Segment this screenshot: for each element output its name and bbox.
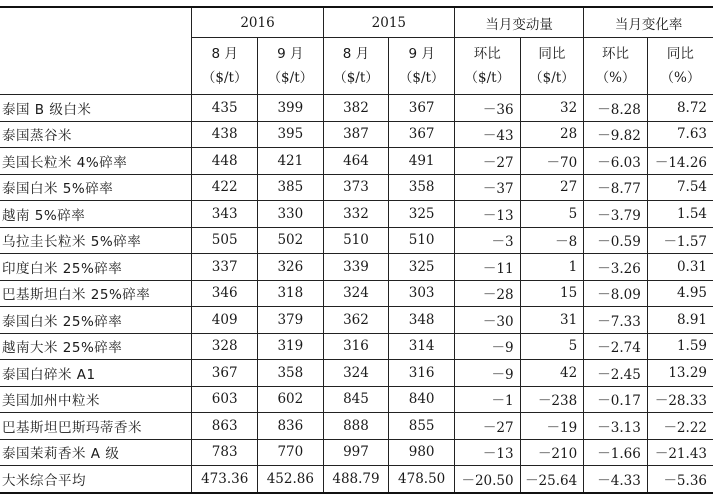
table-row [0, 227, 713, 254]
table-cell-2015-sep: 980 [389, 439, 455, 466]
table-cell-2015-sep: 478.50 [389, 466, 455, 493]
header-change-yoy [520, 38, 584, 95]
subheader-unit: （$/t） [398, 70, 445, 86]
table-cell-rate-yoy: 4.95 [647, 280, 713, 307]
table-cell-change-yoy: －19 [520, 413, 584, 440]
table-cell-change-yoy: 32 [520, 95, 584, 122]
table-cell-2015-aug: 845 [323, 386, 389, 413]
subheader-unit: （$/t） [333, 70, 379, 86]
table-cell-2015-sep: 840 [389, 386, 455, 413]
row-label: 泰国白米 25%碎率 [0, 307, 192, 334]
subheader-unit: （$/t） [201, 70, 248, 86]
table-cell-2016-aug: 328 [192, 333, 258, 360]
row-label: 印度白米 25%碎率 [0, 254, 192, 281]
table-cell-change-yoy: －8 [520, 227, 584, 254]
table-cell-rate-mom: －1.66 [584, 439, 648, 466]
row-label: 泰国白碎米 A1 [0, 360, 192, 387]
subheader-label: 8 月 [342, 46, 370, 62]
subheader-label: 同比 [538, 46, 566, 62]
table-cell-2015-sep: 855 [389, 413, 455, 440]
subheader-label: 9 月 [277, 46, 304, 62]
table-cell-rate-yoy: 8.91 [647, 307, 713, 334]
table-cell-2016-aug: 435 [192, 95, 258, 122]
table-cell-rate-mom: －0.17 [584, 386, 648, 413]
table-cell-2015-aug: 339 [323, 254, 389, 281]
row-label: 泰国 B 级白米 [0, 95, 192, 122]
table-cell-2015-aug: 382 [323, 95, 389, 122]
table-cell-2016-sep: 502 [258, 227, 324, 254]
table-cell-2015-sep: 348 [389, 307, 455, 334]
table-cell-2016-aug: 603 [192, 386, 258, 413]
header-change-mom [454, 38, 520, 95]
table-cell-rate-yoy: －2.22 [647, 413, 713, 440]
table-cell-change-yoy: －70 [520, 148, 584, 175]
table-row [0, 148, 713, 175]
table-cell-change-mom: －43 [454, 121, 520, 148]
subheader-label: 环比 [473, 46, 501, 62]
table-cell-change-mom: －28 [454, 280, 520, 307]
table-cell-2015-sep: 303 [389, 280, 455, 307]
table-cell-rate-yoy: 1.59 [647, 333, 713, 360]
table-cell-rate-yoy: －5.36 [647, 466, 713, 493]
table-header [0, 7, 713, 95]
table-cell-2015-aug: 316 [323, 333, 389, 360]
table-cell-2016-sep: 421 [258, 148, 324, 175]
table-cell-change-mom: －36 [454, 95, 520, 122]
row-label: 泰国蒸谷米 [0, 121, 192, 148]
table-cell-2016-sep: 399 [258, 95, 324, 122]
table-cell-2015-aug: 464 [323, 148, 389, 175]
table-cell-2016-sep: 379 [258, 307, 324, 334]
table-cell-2016-aug: 346 [192, 280, 258, 307]
row-label: 大米综合平均 [0, 466, 192, 493]
table-cell-2015-aug: 888 [323, 413, 389, 440]
table-cell-2015-sep: 314 [389, 333, 455, 360]
table-row [0, 333, 713, 360]
table-cell-2016-aug: 473.36 [192, 466, 258, 493]
row-label: 越南 5%碎率 [0, 201, 192, 228]
table-cell-change-mom: －27 [454, 148, 520, 175]
header-rate-mom [584, 38, 648, 95]
header-2015-sep [389, 38, 455, 95]
table-cell-2015-aug: 510 [323, 227, 389, 254]
table-cell-2015-sep: 367 [389, 121, 455, 148]
table-cell-change-yoy: －238 [520, 386, 584, 413]
subheader-unit: （$/t） [267, 70, 314, 86]
table-cell-2016-sep: 330 [258, 201, 324, 228]
table-cell-rate-mom: －3.79 [584, 201, 648, 228]
table-cell-2015-sep: 325 [389, 254, 455, 281]
table-cell-2016-sep: 318 [258, 280, 324, 307]
table-cell-rate-mom: －4.33 [584, 466, 648, 493]
table-cell-change-yoy: 15 [520, 280, 584, 307]
table-cell-2016-sep: 358 [258, 360, 324, 387]
subheader-unit: （$/t） [529, 70, 575, 86]
table-cell-change-yoy: 42 [520, 360, 584, 387]
table-cell-rate-yoy: －1.57 [647, 227, 713, 254]
table-cell-2016-sep: 385 [258, 174, 324, 201]
table-cell-rate-mom: －8.09 [584, 280, 648, 307]
table-cell-rate-yoy: 1.54 [647, 201, 713, 228]
table-cell-2015-sep: 367 [389, 95, 455, 122]
table-cell-change-yoy: 28 [520, 121, 584, 148]
header-group-monthly-rate: 当月变化率 [584, 7, 713, 38]
table-body [0, 95, 713, 493]
table-cell-rate-mom: －2.74 [584, 333, 648, 360]
table-cell-change-yoy: －25.64 [520, 466, 584, 493]
table-cell-change-mom: －9 [454, 360, 520, 387]
table-cell-2016-sep: 326 [258, 254, 324, 281]
table-cell-2015-aug: 488.79 [323, 466, 389, 493]
table-cell-change-yoy: 27 [520, 174, 584, 201]
table-cell-2016-aug: 505 [192, 227, 258, 254]
row-label: 泰国白米 5%碎率 [0, 174, 192, 201]
header-2016-aug [192, 38, 258, 95]
table-cell-rate-mom: －9.82 [584, 121, 648, 148]
subheader-unit: （%） [595, 70, 636, 86]
table-cell-rate-mom: －0.59 [584, 227, 648, 254]
table-row [0, 280, 713, 307]
table-cell-change-mom: －27 [454, 413, 520, 440]
table-cell-2016-aug: 863 [192, 413, 258, 440]
header-group-2015: 2015 [323, 7, 454, 38]
table-row [0, 254, 713, 281]
table-cell-2016-aug: 367 [192, 360, 258, 387]
header-corner-cell [0, 7, 192, 95]
table-cell-change-mom: －37 [454, 174, 520, 201]
table-cell-2015-aug: 373 [323, 174, 389, 201]
table-cell-2015-aug: 997 [323, 439, 389, 466]
table-row [0, 439, 713, 466]
table-cell-rate-yoy: 13.29 [647, 360, 713, 387]
subheader-label: 同比 [666, 46, 694, 62]
table-cell-2015-sep: 325 [389, 201, 455, 228]
row-label: 巴基斯坦巴斯玛蒂香米 [0, 413, 192, 440]
table-cell-2016-sep: 770 [258, 439, 324, 466]
table-cell-2015-sep: 358 [389, 174, 455, 201]
row-label: 乌拉圭长粒米 5%碎率 [0, 227, 192, 254]
row-label: 泰国茉莉香米 A 级 [0, 439, 192, 466]
table-cell-2016-aug: 783 [192, 439, 258, 466]
table-cell-2016-sep: 836 [258, 413, 324, 440]
table-cell-rate-yoy: －21.43 [647, 439, 713, 466]
row-label: 越南大米 25%碎率 [0, 333, 192, 360]
table-cell-change-yoy: －210 [520, 439, 584, 466]
table-cell-2016-aug: 409 [192, 307, 258, 334]
table-cell-2016-sep: 319 [258, 333, 324, 360]
table-cell-2015-sep: 316 [389, 360, 455, 387]
table-cell-rate-mom: －6.03 [584, 148, 648, 175]
table-cell-2015-aug: 362 [323, 307, 389, 334]
table-row [0, 95, 713, 122]
table-cell-change-mom: －13 [454, 201, 520, 228]
table-cell-change-mom: －3 [454, 227, 520, 254]
table-row [0, 174, 713, 201]
table-cell-2015-aug: 324 [323, 280, 389, 307]
table-row [0, 360, 713, 387]
table-cell-change-mom: －1 [454, 386, 520, 413]
table-row [0, 201, 713, 228]
table-cell-2016-aug: 337 [192, 254, 258, 281]
table-row [0, 121, 713, 148]
subheader-label: 8 月 [211, 46, 238, 62]
table-cell-rate-mom: －2.45 [584, 360, 648, 387]
table-cell-change-mom: －13 [454, 439, 520, 466]
header-rate-yoy [647, 38, 713, 95]
table-cell-rate-mom: －8.77 [584, 174, 648, 201]
table-cell-2016-aug: 438 [192, 121, 258, 148]
table-cell-change-yoy: 5 [520, 333, 584, 360]
table-cell-rate-yoy: 8.72 [647, 95, 713, 122]
table-cell-2016-sep: 602 [258, 386, 324, 413]
table-cell-2015-aug: 332 [323, 201, 389, 228]
table-cell-2016-sep: 452.86 [258, 466, 324, 493]
table-cell-change-mom: －9 [454, 333, 520, 360]
table-cell-change-yoy: 31 [520, 307, 584, 334]
header-2016-sep [258, 38, 324, 95]
row-label: 美国加州中粒米 [0, 386, 192, 413]
table-row [0, 307, 713, 334]
table-cell-2015-aug: 324 [323, 360, 389, 387]
header-group-monthly-change: 当月变动量 [454, 7, 583, 38]
table-cell-rate-yoy: －28.33 [647, 386, 713, 413]
table-cell-rate-mom: －7.33 [584, 307, 648, 334]
table-cell-rate-yoy: 7.63 [647, 121, 713, 148]
table-cell-2015-sep: 510 [389, 227, 455, 254]
table-cell-rate-yoy: 0.31 [647, 254, 713, 281]
row-label: 美国长粒米 4%碎率 [0, 148, 192, 175]
table-cell-2016-aug: 343 [192, 201, 258, 228]
subheader-unit: （$/t） [464, 70, 511, 86]
table-row [0, 413, 713, 440]
table-cell-change-yoy: 5 [520, 201, 584, 228]
table-cell-2016-sep: 395 [258, 121, 324, 148]
table-row [0, 466, 713, 493]
table-cell-2016-aug: 448 [192, 148, 258, 175]
header-2015-aug [323, 38, 389, 95]
table-cell-rate-yoy: 7.54 [647, 174, 713, 201]
subheader-unit: （%） [660, 70, 701, 86]
table-cell-2015-sep: 491 [389, 148, 455, 175]
table-row [0, 386, 713, 413]
table-cell-change-mom: －20.50 [454, 466, 520, 493]
header-group-2016: 2016 [192, 7, 323, 38]
row-label: 巴基斯坦白米 25%碎率 [0, 280, 192, 307]
rice-price-table [0, 6, 713, 494]
subheader-label: 环比 [602, 46, 630, 62]
table-cell-change-mom: －30 [454, 307, 520, 334]
table-cell-change-mom: －11 [454, 254, 520, 281]
subheader-label: 9 月 [408, 46, 435, 62]
table-cell-rate-mom: －3.13 [584, 413, 648, 440]
table-cell-rate-mom: －8.28 [584, 95, 648, 122]
table-cell-rate-yoy: －14.26 [647, 148, 713, 175]
table-cell-2015-aug: 387 [323, 121, 389, 148]
table-cell-2016-aug: 422 [192, 174, 258, 201]
table-cell-rate-mom: －3.26 [584, 254, 648, 281]
table-cell-change-yoy: 1 [520, 254, 584, 281]
